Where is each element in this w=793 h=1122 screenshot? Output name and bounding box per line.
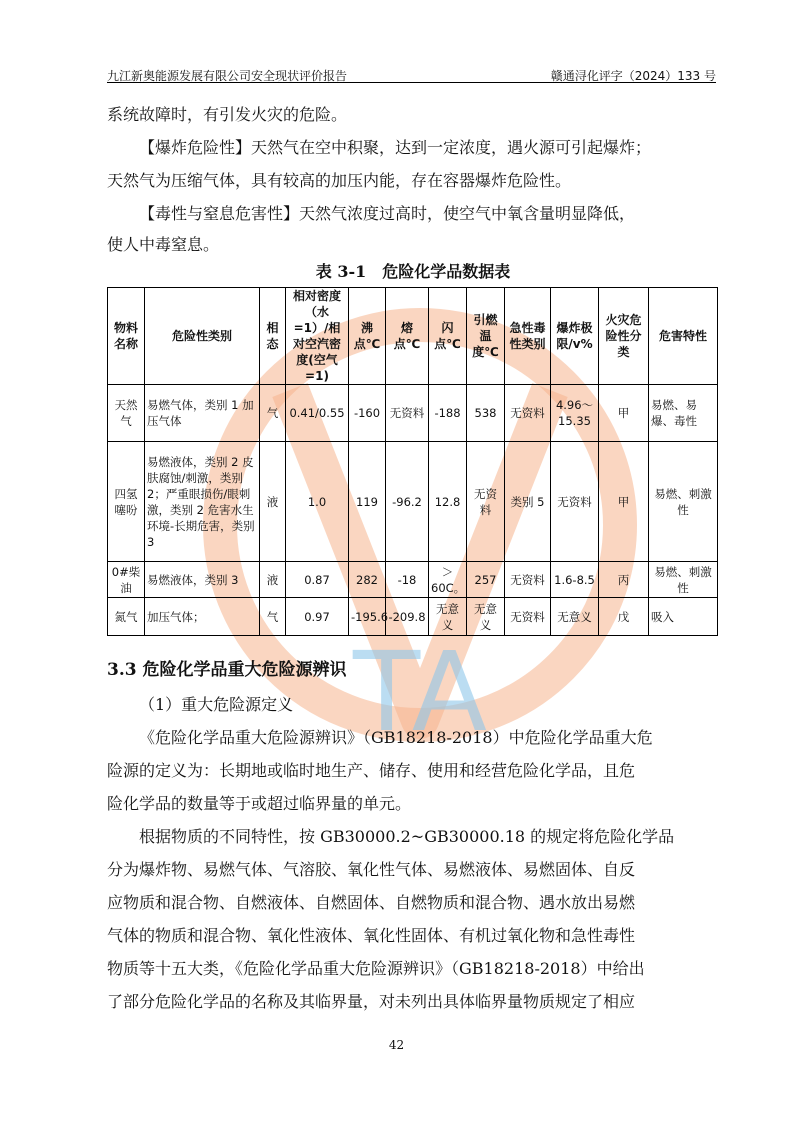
cell: 氮气 [108,598,145,636]
th-flash: 闪点℃ [429,288,467,385]
cell: -160 [349,385,386,442]
th-harm: 危害特性 [649,288,718,385]
th-explosion-limit: 爆炸极限/v% [551,288,599,385]
cell: 无资料 [551,442,599,562]
cell: 1.0 [286,442,349,562]
cell: -188 [429,385,467,442]
th-toxicity: 急性毒性类别 [505,288,551,385]
body-line: 了部分危险化学品的名称及其临界量，对未列出具体临界量物质规定了相应 [107,992,636,1011]
th-fire-class: 火灾危险性分类 [599,288,649,385]
paragraph-1: 系统故障时，有引发火灾的危险。 [107,105,348,124]
body-line: 根据物质的不同特性，按 GB30000.2~GB30000.18 的规定将危险化学品 [139,827,675,846]
th-density: 相对密度（水=1）/相对空汽密度(空气=1) [286,288,349,385]
cell: 538 [467,385,505,442]
body-line: 险化学品的数量等于或超过临界量的单元。 [107,794,412,813]
cell: 易燃液体，类别 3 [145,562,260,598]
cell: 119 [349,442,386,562]
paragraph-2: 【爆炸危险性】天然气在空中积聚，达到一定浓度，遇火源可引起爆炸； [139,138,652,157]
cell: -209.8 [386,598,429,636]
paragraph-4: 【毒性与窒息危害性】天然气浓度过高时，使空气中氧含量明显降低， [139,204,636,223]
table-header-row [108,288,718,385]
header-left: 九江新奥能源发展有限公司安全现状评价报告 [107,69,348,83]
cell: 无资料 [505,598,551,636]
cell: 4.96～15.35 [551,385,599,442]
hazardous-chemicals-table [107,287,718,636]
cell: 丙 [599,562,649,598]
cell: 吸入 [649,598,718,636]
cell: 液 [260,562,286,598]
table-row [108,442,718,562]
page-number: 42 [388,1038,405,1052]
cell: 气 [260,598,286,636]
cell: -195.6 [349,598,386,636]
body-line: 分为爆炸物、易燃气体、气溶胶、氧化性气体、易燃液体、易燃固体、自反 [107,860,636,879]
cell: 0.41/0.55 [286,385,349,442]
cell: 282 [349,562,386,598]
page-header [107,66,716,83]
cell: 257 [467,562,505,598]
cell: 易燃气体，类别 1 加压气体 [145,385,260,442]
cell: 易燃、刺激性 [649,442,718,562]
cell: 0#柴油 [108,562,145,598]
body-line: 气体的物质和混合物、氧化性液体、氧化性固体、有机过氧化物和急性毒性 [107,926,636,945]
body-line: 《危险化学品重大危险源辨识》（GB18218-2018）中危险化学品重大危 [139,728,653,747]
paragraph-5: 使人中毒窒息。 [107,235,220,254]
cell: 无资料 [505,385,551,442]
cell: 无资料 [505,562,551,598]
cell: 易燃液体，类别 2 皮肤腐蚀/刺激，类别 2；严重眼损伤/眼刺激，类别 2 危害水生环境-长期危害，类别 3 [145,442,260,562]
cell: 加压气体； [145,598,260,636]
th-hazard-class: 危险性类别 [145,288,260,385]
cell: 液 [260,442,286,562]
cell: 戊 [599,598,649,636]
table-row [108,562,718,598]
cell: 0.87 [286,562,349,598]
th-name: 物料名称 [108,288,145,385]
table-caption: 表 3-1 危险化学品数据表 [315,262,511,281]
cell: 0.97 [286,598,349,636]
cell: -96.2 [386,442,429,562]
header-right: 赣通浔化评字（2024）133 号 [550,69,716,83]
table-row [108,385,718,442]
paragraph-3: 天然气为压缩气体，具有较高的加压内能，存在容器爆炸危险性。 [107,171,572,190]
cell: 类别 5 [505,442,551,562]
cell: 12.8 [429,442,467,562]
cell: 无意义 [467,598,505,636]
cell: 气 [260,385,286,442]
table-row [108,598,718,636]
cell: 1.6-8.5 [551,562,599,598]
body-line: 物质等十五大类，《危险化学品重大危险源辨识》（GB18218-2018）中给出 [107,959,645,978]
cell: 天然气 [108,385,145,442]
th-phase: 相态 [260,288,286,385]
cell: 无资料 [386,385,429,442]
body-line: 险源的定义为：长期地或临时地生产、储存、使用和经营危险化学品，且危 [107,761,636,780]
body-line: 应物质和混合物、自燃液体、自燃固体、自燃物质和混合物、遇水放出易燃 [107,893,636,912]
cell: 甲 [599,442,649,562]
watermark-text: TA [353,628,487,750]
cell: 无意义 [551,598,599,636]
sub-title: （1）重大危险源定义 [139,695,294,714]
cell: 易燃、刺激性 [649,562,718,598]
cell: 易燃、易爆、毒性 [649,385,718,442]
section-title: 3.3 危险化学品重大危险源辨识 [107,660,347,680]
cell: 无资料 [467,442,505,562]
cell: -18 [386,562,429,598]
th-boiling: 沸点℃ [349,288,386,385]
cell: 无意义 [429,598,467,636]
th-melting: 熔点℃ [386,288,429,385]
th-ignition: 引燃温度℃ [467,288,505,385]
cell: 甲 [599,385,649,442]
cell: 四氢噻吩 [108,442,145,562]
cell: ＞60C。 [429,562,467,598]
